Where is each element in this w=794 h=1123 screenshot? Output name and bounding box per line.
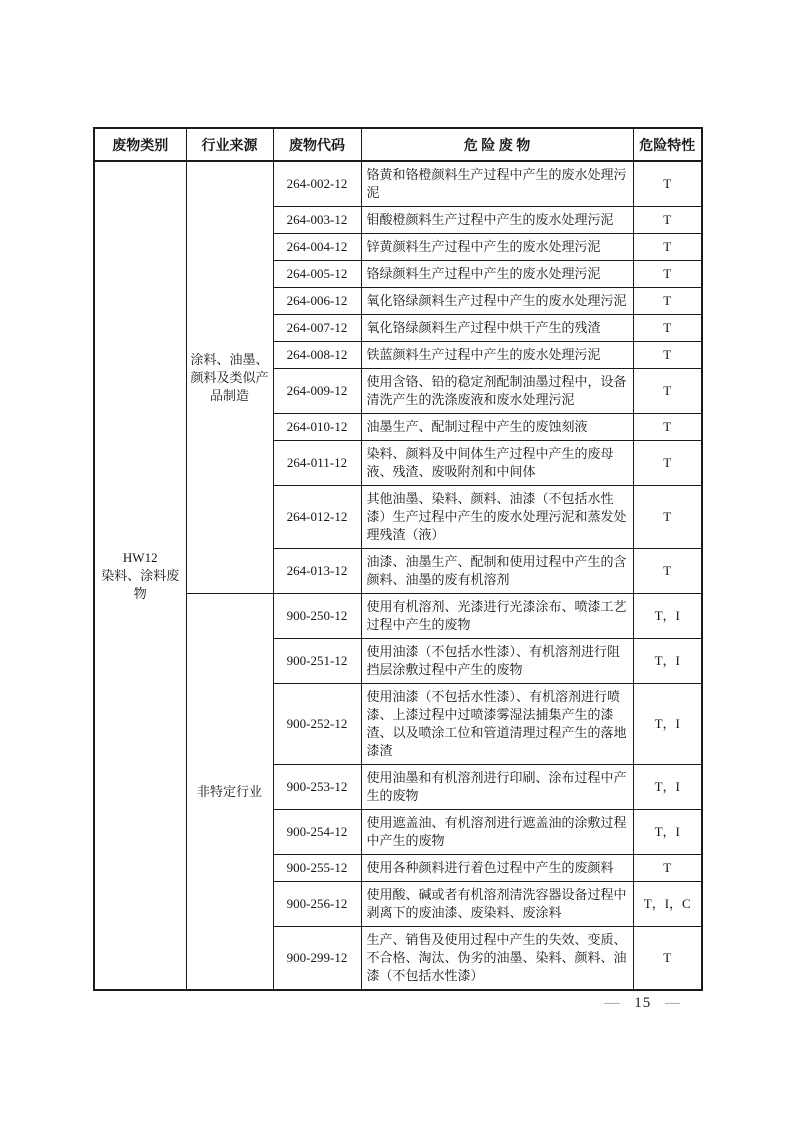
col-header-waste-category: 废物类别: [94, 128, 186, 161]
col-header-waste-code: 废物代码: [273, 128, 361, 161]
hazard-property-cell: T，I，C: [633, 882, 702, 927]
table-row: [94, 594, 702, 639]
hazard-property-cell: T: [633, 161, 702, 207]
hazardous-waste-table: [93, 127, 703, 991]
hazard-property-cell: T，I: [633, 594, 702, 639]
hazard-property-cell: T: [633, 207, 702, 234]
waste-code-cell: 264-003-12: [273, 207, 361, 234]
waste-code-cell: 900-299-12: [273, 927, 361, 991]
waste-code-cell: 264-008-12: [273, 342, 361, 369]
page-number-dash-right: —: [665, 995, 681, 1011]
waste-code-cell: 264-009-12: [273, 369, 361, 414]
page-number-dash-left: —: [604, 995, 621, 1011]
waste-code-cell: 900-250-12: [273, 594, 361, 639]
hazard-property-cell: T: [633, 234, 702, 261]
page-number: [0, 995, 794, 1012]
table-row: [94, 161, 702, 207]
waste-code-cell: 900-252-12: [273, 684, 361, 765]
hazard-property-cell: T: [633, 927, 702, 991]
table-header-row: [94, 128, 702, 161]
industry-source-cell: 非特定行业: [186, 594, 273, 991]
page-number-value: 15: [634, 995, 652, 1011]
hazard-property-cell: T: [633, 261, 702, 288]
waste-code-cell: 900-251-12: [273, 639, 361, 684]
hazard-property-cell: T: [633, 342, 702, 369]
hazard-property-cell: T，I: [633, 765, 702, 810]
waste-code-cell: 264-004-12: [273, 234, 361, 261]
waste-description-cell: 染料、颜料及中间体生产过程中产生的废母液、残渣、废吸附剂和中间体: [361, 441, 633, 486]
waste-description-cell: 使用有机溶剂、光漆进行光漆涂布、喷漆工艺过程中产生的废物: [361, 594, 633, 639]
waste-code-cell: 264-013-12: [273, 549, 361, 594]
waste-description-cell: 氧化铬绿颜料生产过程中烘干产生的残渣: [361, 315, 633, 342]
hazard-property-cell: T: [633, 414, 702, 441]
waste-description-cell: 铬黄和铬橙颜料生产过程中产生的废水处理污泥: [361, 161, 633, 207]
hazard-property-cell: T，I: [633, 684, 702, 765]
waste-code-cell: 264-006-12: [273, 288, 361, 315]
waste-code-cell: 900-256-12: [273, 882, 361, 927]
waste-description-cell: 生产、销售及使用过程中产生的失效、变质、不合格、淘汰、伪劣的油墨、染料、颜料、油漆（不包括水性漆）: [361, 927, 633, 991]
waste-code-cell: 900-254-12: [273, 810, 361, 855]
waste-category-cell: [94, 161, 186, 990]
waste-code-cell: 900-255-12: [273, 855, 361, 882]
waste-description-cell: 钼酸橙颜料生产过程中产生的废水处理污泥: [361, 207, 633, 234]
hazard-property-cell: T: [633, 441, 702, 486]
hazard-property-cell: T，I: [633, 810, 702, 855]
hazard-property-cell: T: [633, 549, 702, 594]
col-header-hazardous-waste: 危 险 废 物: [361, 128, 633, 161]
waste-description-cell: 使用油漆（不包括水性漆）、有机溶剂进行阻挡层涂敷过程中产生的废物: [361, 639, 633, 684]
waste-description-cell: 油漆、油墨生产、配制和使用过程中产生的含颜料、油墨的废有机溶剂: [361, 549, 633, 594]
waste-description-cell: 使用油墨和有机溶剂进行印刷、涂布过程中产生的废物: [361, 765, 633, 810]
waste-description-cell: 铬绿颜料生产过程中产生的废水处理污泥: [361, 261, 633, 288]
col-header-hazard-property: 危险特性: [633, 128, 702, 161]
waste-description-cell: 铁蓝颜料生产过程中产生的废水处理污泥: [361, 342, 633, 369]
hazard-property-cell: T: [633, 855, 702, 882]
waste-code-cell: 264-007-12: [273, 315, 361, 342]
waste-description-cell: 油墨生产、配制过程中产生的废蚀刻液: [361, 414, 633, 441]
waste-code-cell: 264-002-12: [273, 161, 361, 207]
waste-code-cell: 264-010-12: [273, 414, 361, 441]
waste-description-cell: 其他油墨、染料、颜料、油漆（不包括水性漆）生产过程中产生的废水处理污泥和蒸发处理残渣（液）: [361, 486, 633, 549]
col-header-industry-source: 行业来源: [186, 128, 273, 161]
waste-category-code: HW12: [122, 549, 158, 565]
waste-code-cell: 264-011-12: [273, 441, 361, 486]
waste-description-cell: 使用油漆（不包括水性漆）、有机溶剂进行喷漆、上漆过程中过喷漆雾湿法捕集产生的漆渣、以及喷涂工位和管道清理过程产生的落地漆渣: [361, 684, 633, 765]
hazard-property-cell: T: [633, 288, 702, 315]
waste-description-cell: 锌黄颜料生产过程中产生的废水处理污泥: [361, 234, 633, 261]
hazard-property-cell: T: [633, 486, 702, 549]
waste-description-cell: 使用含铬、铅的稳定剂配制油墨过程中，设备清洗产生的洗涤废液和废水处理污泥: [361, 369, 633, 414]
waste-code-cell: 900-253-12: [273, 765, 361, 810]
waste-description-cell: 使用各种颜料进行着色过程中产生的废颜料: [361, 855, 633, 882]
waste-description-cell: 使用酸、碱或者有机溶剂清洗容器设备过程中剥离下的废油漆、废染料、废涂料: [361, 882, 633, 927]
hazard-property-cell: T: [633, 369, 702, 414]
waste-description-cell: 使用遮盖油、有机溶剂进行遮盖油的涂敷过程中产生的废物: [361, 810, 633, 855]
waste-code-cell: 264-005-12: [273, 261, 361, 288]
waste-code-cell: 264-012-12: [273, 486, 361, 549]
waste-category-name: 染料、涂料废物: [101, 567, 180, 601]
hazard-property-cell: T，I: [633, 639, 702, 684]
hazard-property-cell: T: [633, 315, 702, 342]
industry-source-cell: 涂料、油墨、颜料及类似产品制造: [186, 161, 273, 594]
waste-description-cell: 氧化铬绿颜料生产过程中产生的废水处理污泥: [361, 288, 633, 315]
